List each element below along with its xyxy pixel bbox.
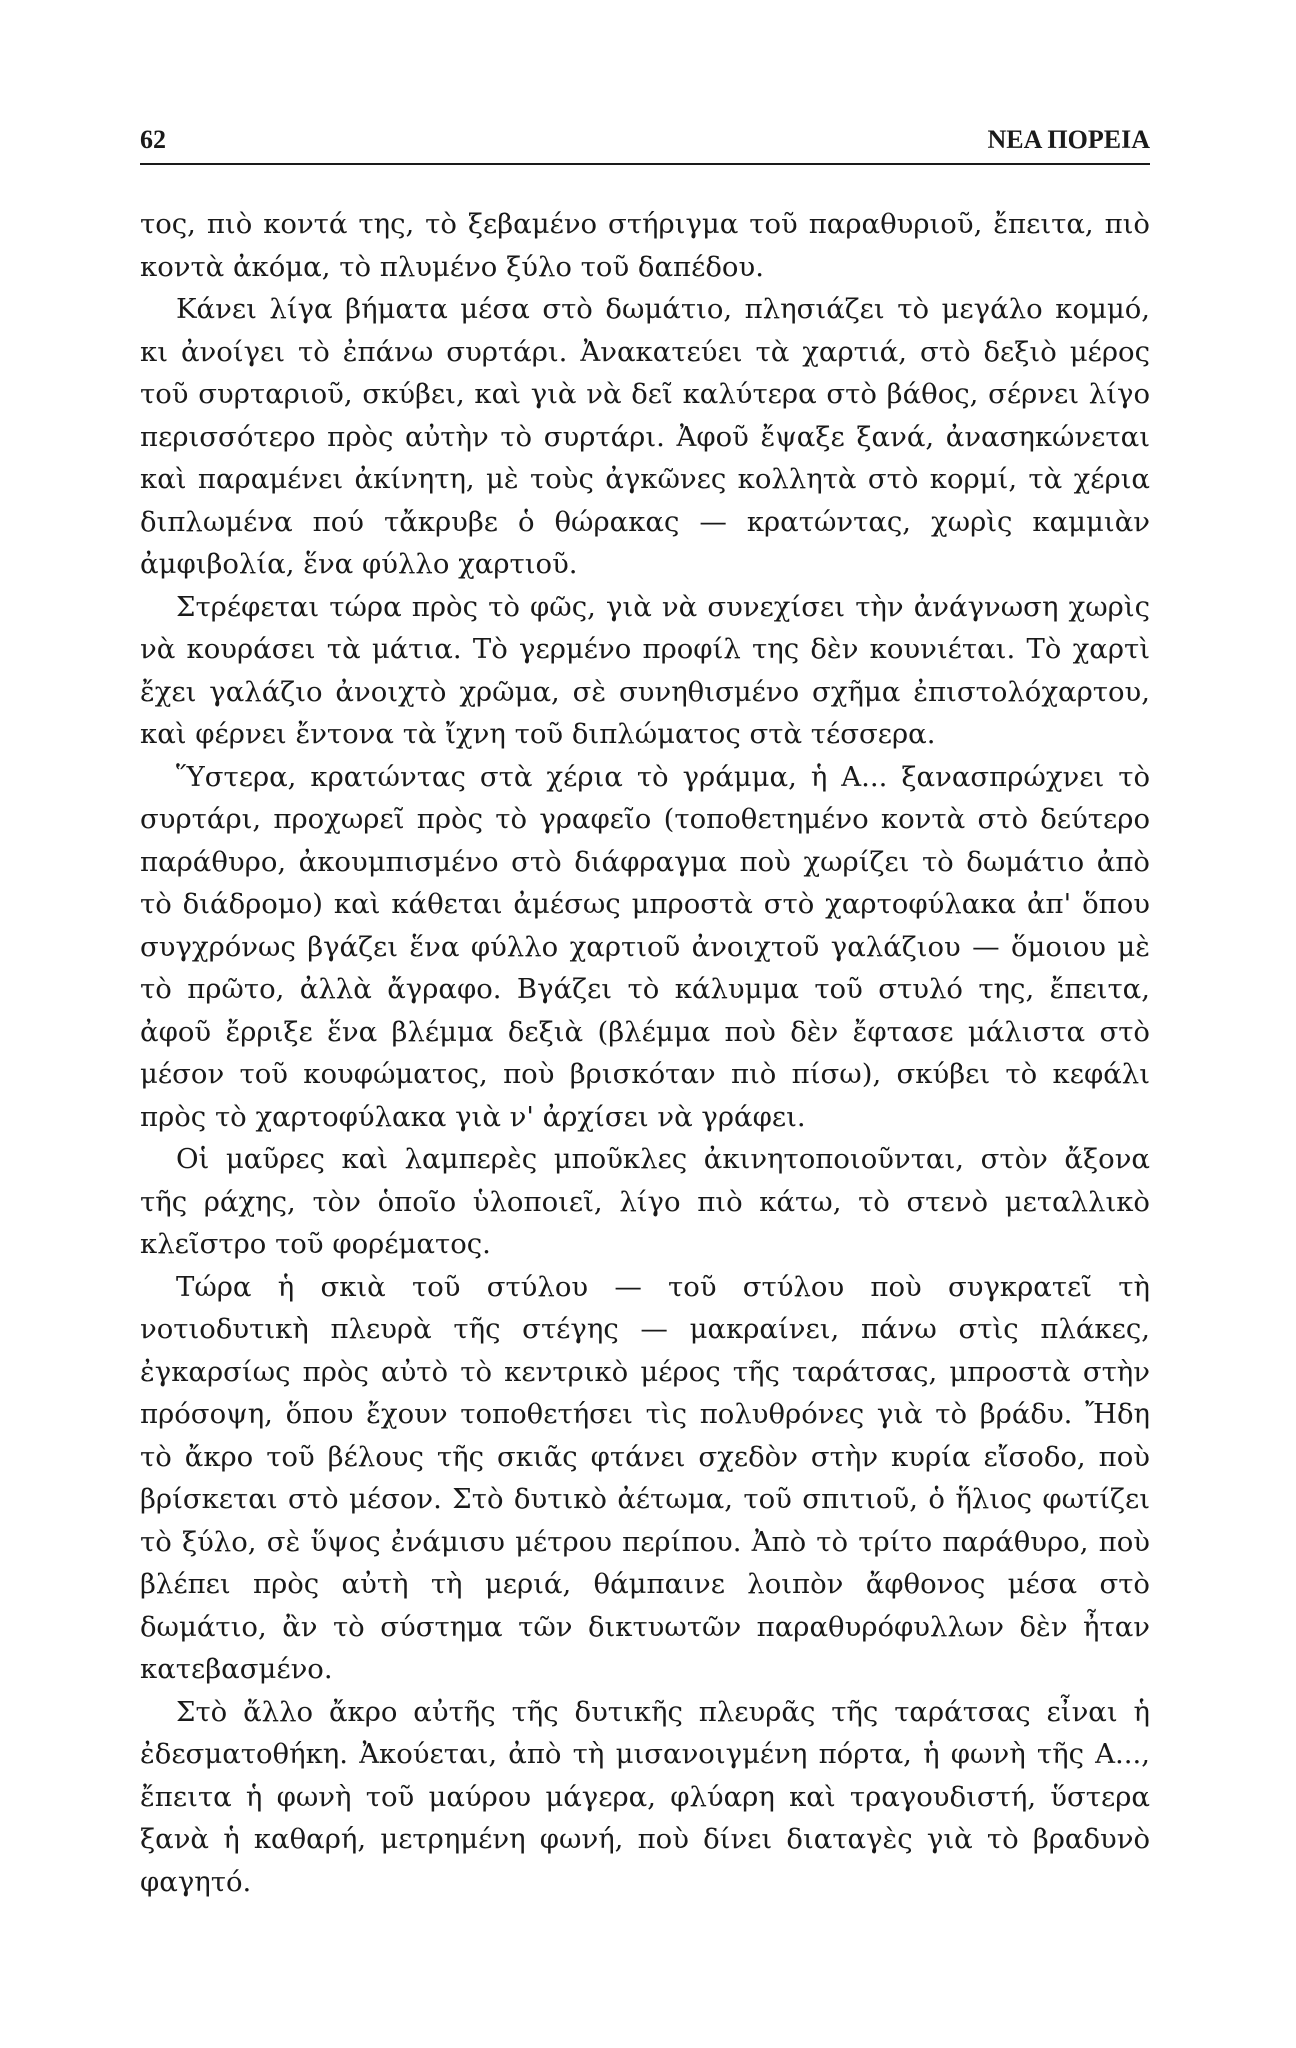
paragraph: Στρέφεται τώρα πρὸς τὸ φῶς, γιὰ νὰ συνεχίσει τὴν ἀνάγνωση χωρὶς νὰ κουράσει τὰ μάτια. Τὸ γερμένο προφίλ της δὲν κουνιέται. Τὸ χαρτὶ ἔχει γαλάζιο ἀνοιχτὸ χρῶμα, σὲ συνηθισμένο σχῆμα ἐπιστολόχαρτου, καὶ φέρνει ἔντονα τὰ ἴχνη τοῦ διπλώματος στὰ τέσσερα. [140, 590, 1150, 750]
paragraph: Κάνει λίγα βήματα μέσα στὸ δωμάτιο, πλησιάζει τὸ μεγάλο κομμό, κι ἀνοίγει τὸ ἐπάνω συρτάρι. Ἀνακατεύει τὰ χαρτιά, στὸ δεξιὸ μέρος τοῦ συρταριοῦ, σκύβει, καὶ γιὰ νὰ δεῖ καλύτερα στὸ βάθος, σέρνει λίγο περισσότερο πρὸς αὐτὴν τὸ συρτάρι. Ἀφοῦ ἔψαξε ξανά, ἀνασηκώνεται καὶ παραμένει ἀκίνητη, μὲ τοὺς ἀγκῶνες κολλητὰ στὸ κορμί, τὰ χέρια διπλωμένα πού τἄκρυβε ὁ θώρακας — κρατώντας, χωρὶς καμμιὰν ἀμφιβολία, ἕνα φύλλο χαρτιοῦ. [140, 293, 1150, 580]
paragraph: Τώρα ἡ σκιὰ τοῦ στύλου — τοῦ στύλου ποὺ συγκρατεῖ τὴ νοτιοδυτικὴ πλευρὰ τῆς στέγης — μακραίνει, πάνω στὶς πλάκες, ἐγκαρσίως πρὸς αὐτὸ τὸ κεντρικὸ μέρος τῆς ταράτσας, μπροστὰ στὴν πρόσοψη, ὅπου ἔχουν τοποθετήσει τὶς πολυθρόνες γιὰ τὸ βράδυ. Ἤδη τὸ ἄκρο τοῦ βέλους τῆς σκιᾶς φτάνει σχεδὸν στὴν κυρία εἴσοδο, ποὺ βρίσκεται στὸ μέσον. Στὸ δυτικὸ ἀέτωμα, τοῦ σπιτιοῦ, ὁ ἥλιος φωτίζει τὸ ξύλο, σὲ ὕψος ἐνάμισυ μέτρου περίπου. Ἀπὸ τὸ τρίτο παράθυρο, ποὺ βλέπει πρὸς αὐτὴ τὴ μεριά, θάμπαινε λοιπὸν ἄφθονος μέσα στὸ δωμάτιο, ἂν τὸ σύστημα τῶν δικτυωτῶν παραθυρόφυλλων δὲν ἦταν κατεβασμένο. [140, 1270, 1150, 1685]
page [140, 125, 1150, 1903]
paragraph: τος, πιὸ κοντά της, τὸ ξεβαμένο στήριγμα τοῦ παραθυριοῦ, ἔπειτα, πιὸ κοντὰ ἀκόμα, τὸ πλυμένο ξύλο τοῦ δαπέδου. [140, 208, 1150, 283]
journal-title: ΝΕΑ ΠΟΡΕΙΑ [987, 125, 1150, 154]
paragraph: Ὕστερα, κρατώντας στὰ χέρια τὸ γράμμα, ἡ Α... ξανασπρώχνει τὸ συρτάρι, προχωρεῖ πρὸς τὸ γραφεῖο (τοποθετημένο κοντὰ στὸ δεύτερο παράθυρο, ἀκουμπισμένο στὸ διάφραγμα ποὺ χωρίζει τὸ δωμάτιο ἀπὸ τὸ διάδρομο) καὶ κάθεται ἀμέσως μπροστὰ στὸ χαρτοφύλακα ἀπ' ὅπου συγχρόνως βγάζει ἕνα φύλλο χαρτιοῦ ἀνοιχτοῦ γαλάζιου — ὅμοιου μὲ τὸ πρῶτο, ἀλλὰ ἄγραφο. Βγάζει τὸ κάλυμμα τοῦ στυλό της, ἔπειτα, ἀφοῦ ἔρριξε ἕνα βλέμμα δεξιὰ (βλέμμα ποὺ δὲν ἔφτασε μάλιστα στὸ μέσον τοῦ κουφώματος, ποὺ βρισκόταν πιὸ πίσω), σκύβει τὸ κεφάλι πρὸς τὸ χαρτοφύλακα γιὰ ν' ἀρχίσει νὰ γράφει. [140, 760, 1150, 1133]
body-text [140, 203, 1150, 1903]
running-head [140, 125, 1150, 165]
paragraph: Οἱ μαῦρες καὶ λαμπερὲς μποῦκλες ἀκινητοποιοῦνται, στὸν ἄξονα τῆς ράχης, τὸν ὁποῖο ὑλοποιεῖ, λίγο πιὸ κάτω, τὸ στενὸ μεταλλικὸ κλεῖστρο τοῦ φορέματος. [140, 1143, 1150, 1260]
paragraph: Στὸ ἄλλο ἄκρο αὐτῆς τῆς δυτικῆς πλευρᾶς τῆς ταράτσας εἶναι ἡ ἐδεσματοθήκη. Ἀκούεται, ἀπὸ τὴ μισανοιγμένη πόρτα, ἡ φωνὴ τῆς Α..., ἔπειτα ἡ φωνὴ τοῦ μαύρου μάγερα, φλύαρη καὶ τραγουδιστή, ὕστερα ξανὰ ἡ καθαρή, μετρημένη φωνή, ποὺ δίνει διαταγὲς γιὰ τὸ βραδυνὸ φαγητό. [140, 1695, 1150, 1898]
page-number: 62 [140, 125, 166, 154]
